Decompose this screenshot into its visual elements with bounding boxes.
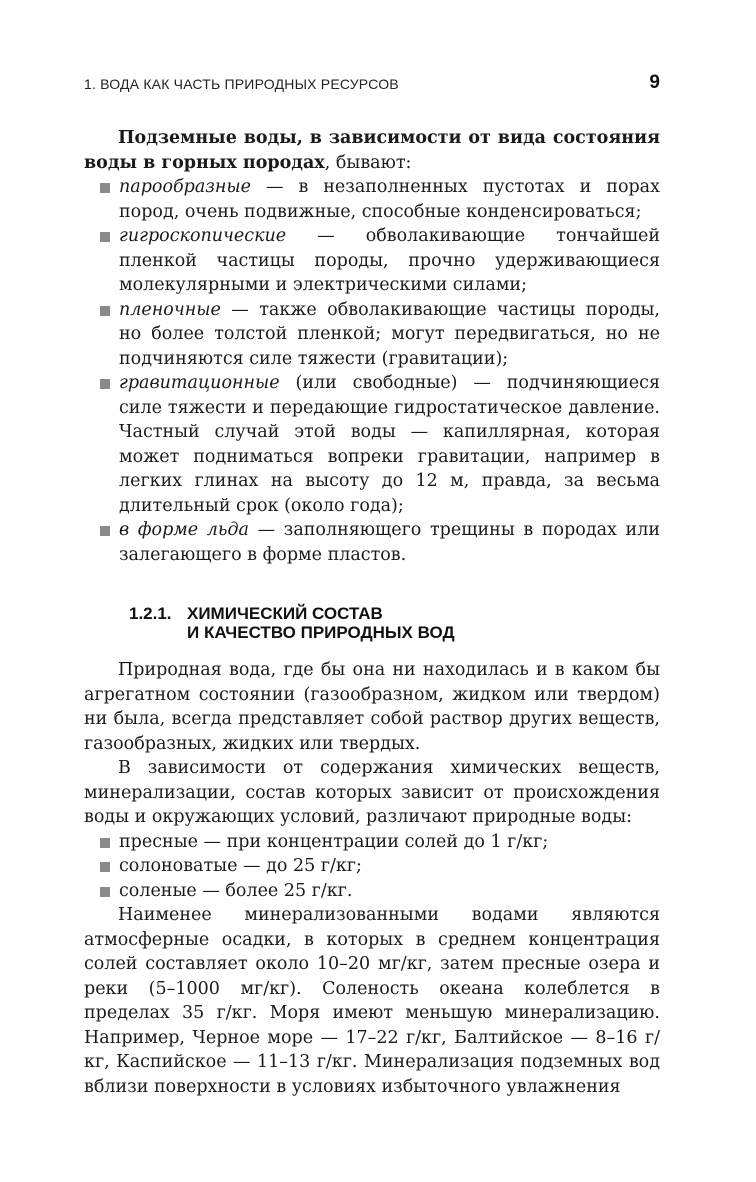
list-item-text: — в незаполненных пустотах и порах пород, очень подвижные, способные конденсироваться;: [119, 177, 660, 222]
list-item: [84, 298, 660, 372]
salinity-types-list: [84, 830, 660, 904]
list-item-term: пленочные: [119, 299, 221, 320]
section-number: 1.2.1.: [129, 604, 172, 623]
square-bullet-icon: [100, 838, 110, 848]
running-head: 1. ВОДА КАК ЧАСТЬ ПРИРОДНЫХ РЕСУРСОВ: [84, 76, 399, 92]
square-bullet-icon: [100, 232, 110, 242]
list-item: [84, 371, 660, 518]
section-title-line2: И КАЧЕСТВО ПРИРОДНЫХ ВОД: [187, 623, 455, 642]
square-bullet-icon: [100, 526, 110, 536]
list-item-text: пресные — при концентрации солей до 1 г/кг;: [119, 831, 549, 852]
list-item-text: солоноватые — до 25 г/кг;: [119, 856, 362, 876]
intro-paragraph: [84, 126, 660, 175]
paragraph-1: Природная вода, где бы она ни находилась и в каком бы агрегатном состоянии (газообразном, жидком или твердом) ни была, всегда представляет собой раствор других веществ, газообразных, жидких или твердых.: [84, 660, 660, 754]
page-body: [84, 126, 660, 1099]
intro-rest-text: , бывают:: [324, 152, 412, 173]
square-bullet-icon: [100, 306, 110, 316]
square-bullet-icon: [100, 379, 110, 389]
section-heading: [129, 604, 660, 642]
water-types-list: [84, 175, 660, 567]
paragraph-2: В зависимости от содержания химических веществ, минерализации, состав которых зависит от происхождения воды и окружающих условий, различают природные воды:: [84, 758, 660, 827]
list-item: [84, 879, 660, 904]
list-item-text: — обволакивающие тончайшей пленкой частицы породы, прочно удерживающиеся молекулярными и электрическими силами;: [119, 226, 660, 295]
list-item-text: — заполняющего трещины в породах или залегающего в форме пластов.: [119, 520, 660, 565]
intro-bold-text: Подземные воды, в зависимости от вида состояния воды в горных породах: [84, 128, 660, 173]
list-item-term: в форме льда: [119, 520, 249, 540]
list-item-term: парообразные: [119, 177, 251, 197]
list-item: [84, 830, 660, 855]
list-item-text: — также обволакивающие частицы породы, но более толстой пленкой; могут передвигаться, но не подчиняются силе тяжести (гравитации);: [119, 299, 660, 369]
square-bullet-icon: [100, 183, 110, 193]
page-number: 9: [649, 72, 660, 93]
paragraph-3: Наименее минерализованными водами являются атмосферные осадки, в которых в среднем концентрация солей составляет около 10–20 мг/кг, затем пресные озера и реки (5–1000 мг/кг). Соленость океана колеблется в пределах 35 г/кг. Моря имеют меньшую минерализацию. Например, Черное море — 17–22 г/кг, Балтийское — 8–16 г/кг, Каспийское — 11–13 г/кг. Минерализация подземных вод вблизи поверхности в условиях избыточного увлажнения: [84, 905, 660, 1097]
square-bullet-icon: [100, 887, 110, 897]
list-item-term: гигроскопические: [119, 226, 287, 246]
list-item-term: гравитационные: [119, 373, 280, 393]
square-bullet-icon: [100, 862, 110, 872]
list-item: [84, 224, 660, 298]
section-title-line1: ХИМИЧЕСКИЙ СОСТАВ: [187, 604, 383, 623]
list-item: [84, 854, 660, 879]
list-item-text: соленые — более 25 г/кг.: [119, 880, 353, 901]
list-item-text: (или свободные) — подчиняющиеся силе тяжести и передающие гидростатическое давление. Частный случай этой воды — капиллярная, которая может подниматься вопреки гравитации, например в легких глинах на высоту до 12 м, правда, за весьма длительный срок (около года);: [119, 373, 660, 516]
list-item: [84, 518, 660, 567]
list-item: [84, 175, 660, 224]
